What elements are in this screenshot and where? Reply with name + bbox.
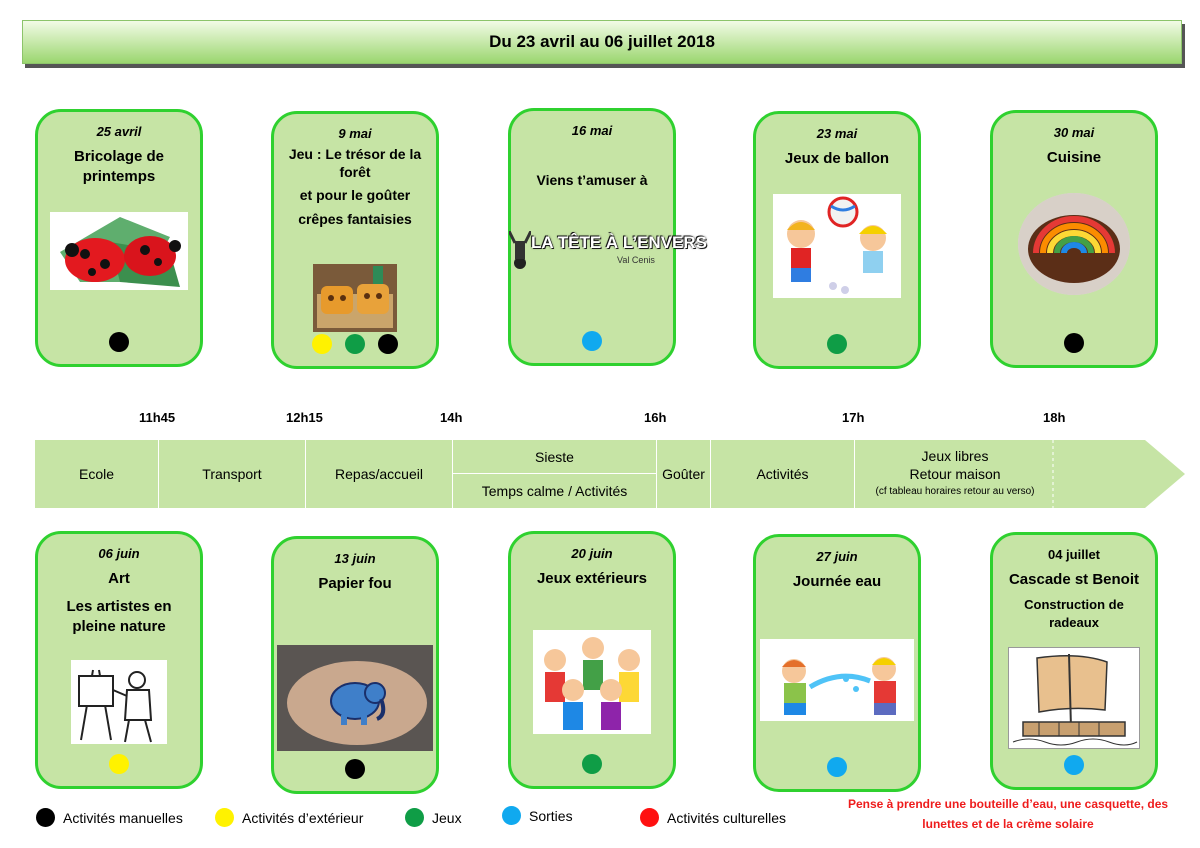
raft-image — [1008, 647, 1140, 749]
water-fight-image — [760, 639, 914, 721]
acrobat-icon — [509, 231, 531, 271]
card-date: 13 juin — [334, 551, 376, 566]
outing-dot — [582, 331, 602, 351]
legend-label: Jeux — [432, 809, 462, 826]
period-title: Du 23 avril au 06 juillet 2018 — [489, 32, 715, 51]
card-title: Jeux extérieurs — [536, 570, 648, 587]
segment-label: Repas/accueil — [335, 466, 423, 482]
segment-label: Sieste — [535, 448, 574, 465]
category-dots — [511, 331, 673, 351]
activity-card-04-juillet[interactable] — [990, 532, 1158, 790]
category-dots — [38, 754, 200, 774]
segment-transport — [159, 440, 306, 508]
painter-image — [71, 660, 167, 744]
segment-label: Ecole — [78, 466, 115, 482]
segment-gouter — [657, 440, 711, 508]
category-dots — [756, 334, 918, 354]
activity-card-06-juin[interactable] — [35, 531, 203, 789]
games-dot — [345, 334, 365, 354]
card-title: Viens t’amuser à — [536, 172, 648, 188]
legend-black-dot — [36, 808, 55, 827]
card-title: Papier fou — [318, 575, 392, 592]
ladybug-image — [50, 212, 188, 290]
card-subtitle: Les artistes en pleine nature — [66, 598, 172, 635]
legend-item-cultural — [640, 808, 786, 827]
card-date: 20 juin — [571, 546, 613, 561]
time-label: 14h — [440, 410, 463, 425]
manual-activity-dot — [345, 759, 365, 779]
segment-label: Activités — [756, 466, 809, 482]
card-title: Jeux de ballon — [784, 150, 890, 167]
card-date: 30 mai — [1053, 125, 1095, 140]
legend-yellow-dot — [215, 808, 234, 827]
segment-label: Temps calme / Activités — [481, 483, 628, 499]
time-label: 16h — [644, 410, 667, 425]
segment-activites — [711, 440, 855, 508]
category-dots — [993, 333, 1155, 353]
category-dots — [511, 754, 673, 774]
time-label: 17h — [842, 410, 865, 425]
outing-dot — [827, 757, 847, 777]
card-subtitle: et pour le goûter crêpes fantaisies — [298, 187, 412, 227]
segment-temps-calme — [453, 474, 657, 508]
card-title: Art — [108, 570, 130, 587]
pancake-image — [313, 264, 397, 332]
manual-activity-dot — [378, 334, 398, 354]
legend-red-dot — [640, 808, 659, 827]
legend-item-outings — [502, 806, 573, 825]
legend-label: Activités d’extérieur — [242, 809, 364, 826]
logo-place: Val Cenis — [617, 255, 655, 265]
legend-item-outdoor — [215, 808, 363, 827]
segment-jeux-libres — [855, 440, 1055, 508]
segment-note: (cf tableau horaires retour au verso) — [875, 486, 1035, 497]
segment-sieste — [453, 440, 657, 474]
card-title: Jeu : Le trésor de la forêt — [288, 146, 422, 180]
manual-activity-dot — [109, 332, 129, 352]
card-date: 9 mai — [338, 126, 372, 141]
card-date: 04 juillet — [1047, 547, 1101, 562]
games-dot — [582, 754, 602, 774]
outdoor-activity-dot — [109, 754, 129, 774]
card-title: Cuisine — [1046, 149, 1102, 166]
activity-card-23-mai[interactable] — [753, 111, 921, 369]
activity-card-16-mai[interactable] — [508, 108, 708, 366]
legend-blue-dot — [502, 806, 521, 825]
activity-card-20-juin[interactable] — [508, 531, 676, 789]
card-subtitle: Construction de radeaux — [1024, 597, 1124, 630]
activity-card-9-mai[interactable] — [271, 111, 439, 369]
activity-card-25-avril[interactable] — [35, 109, 203, 367]
card-date: 23 mai — [816, 126, 858, 141]
kids-ball-image — [773, 194, 901, 298]
activity-card-30-mai[interactable] — [990, 110, 1158, 368]
time-label: 12h15 — [286, 410, 323, 425]
card-title: Journée eau — [792, 573, 882, 590]
activity-card-27-juin[interactable] — [753, 534, 921, 792]
legend-green-dot — [405, 808, 424, 827]
activity-card-13-juin[interactable] — [271, 536, 439, 794]
category-dots — [274, 334, 436, 354]
card-date: 25 avril — [96, 124, 142, 139]
category-dots — [274, 759, 436, 779]
logo-name: LA TÊTE À L’ENVERS — [531, 233, 708, 252]
period-banner — [22, 20, 1182, 64]
legend-label: Activités manuelles — [63, 809, 183, 826]
legend-label: Sorties — [529, 807, 573, 824]
legend-item-manual — [36, 808, 183, 827]
card-date: 27 juin — [816, 549, 858, 564]
category-dots — [756, 757, 918, 777]
category-dots — [38, 332, 200, 352]
card-title: Cascade st Benoit — [1008, 571, 1140, 588]
card-date: 16 mai — [571, 123, 613, 138]
segment-label: Retour maison — [909, 466, 1001, 482]
segment-label: Transport — [202, 466, 262, 482]
time-label: 11h45 — [139, 410, 176, 425]
manual-activity-dot — [1064, 333, 1084, 353]
card-title: Bricolage de printemps — [73, 148, 165, 185]
time-label: 18h — [1043, 410, 1066, 425]
reminder-line-1: Pense à prendre une bouteille d’eau, une casquette, des — [847, 797, 1169, 811]
outing-dot — [1064, 755, 1084, 775]
segment-label: Jeux libres — [921, 448, 989, 464]
games-dot — [827, 334, 847, 354]
segment-label: Goûter — [662, 466, 705, 482]
reminder-line-2: lunettes et de la crème solaire — [922, 817, 1094, 831]
rainbow-cake-image — [1018, 193, 1130, 295]
outdoor-activity-dot — [312, 334, 332, 354]
legend-label: Activités culturelles — [667, 809, 787, 826]
kids-playing-image — [533, 630, 651, 734]
elephant-charm-image — [277, 645, 433, 751]
segment-repas — [306, 440, 453, 508]
tete-a-lenvers-logo — [507, 229, 708, 273]
category-dots — [993, 755, 1155, 775]
reminder-note — [828, 794, 1188, 834]
legend-item-games — [405, 808, 462, 827]
card-date: 06 juin — [98, 546, 140, 561]
segment-ecole — [35, 440, 159, 508]
